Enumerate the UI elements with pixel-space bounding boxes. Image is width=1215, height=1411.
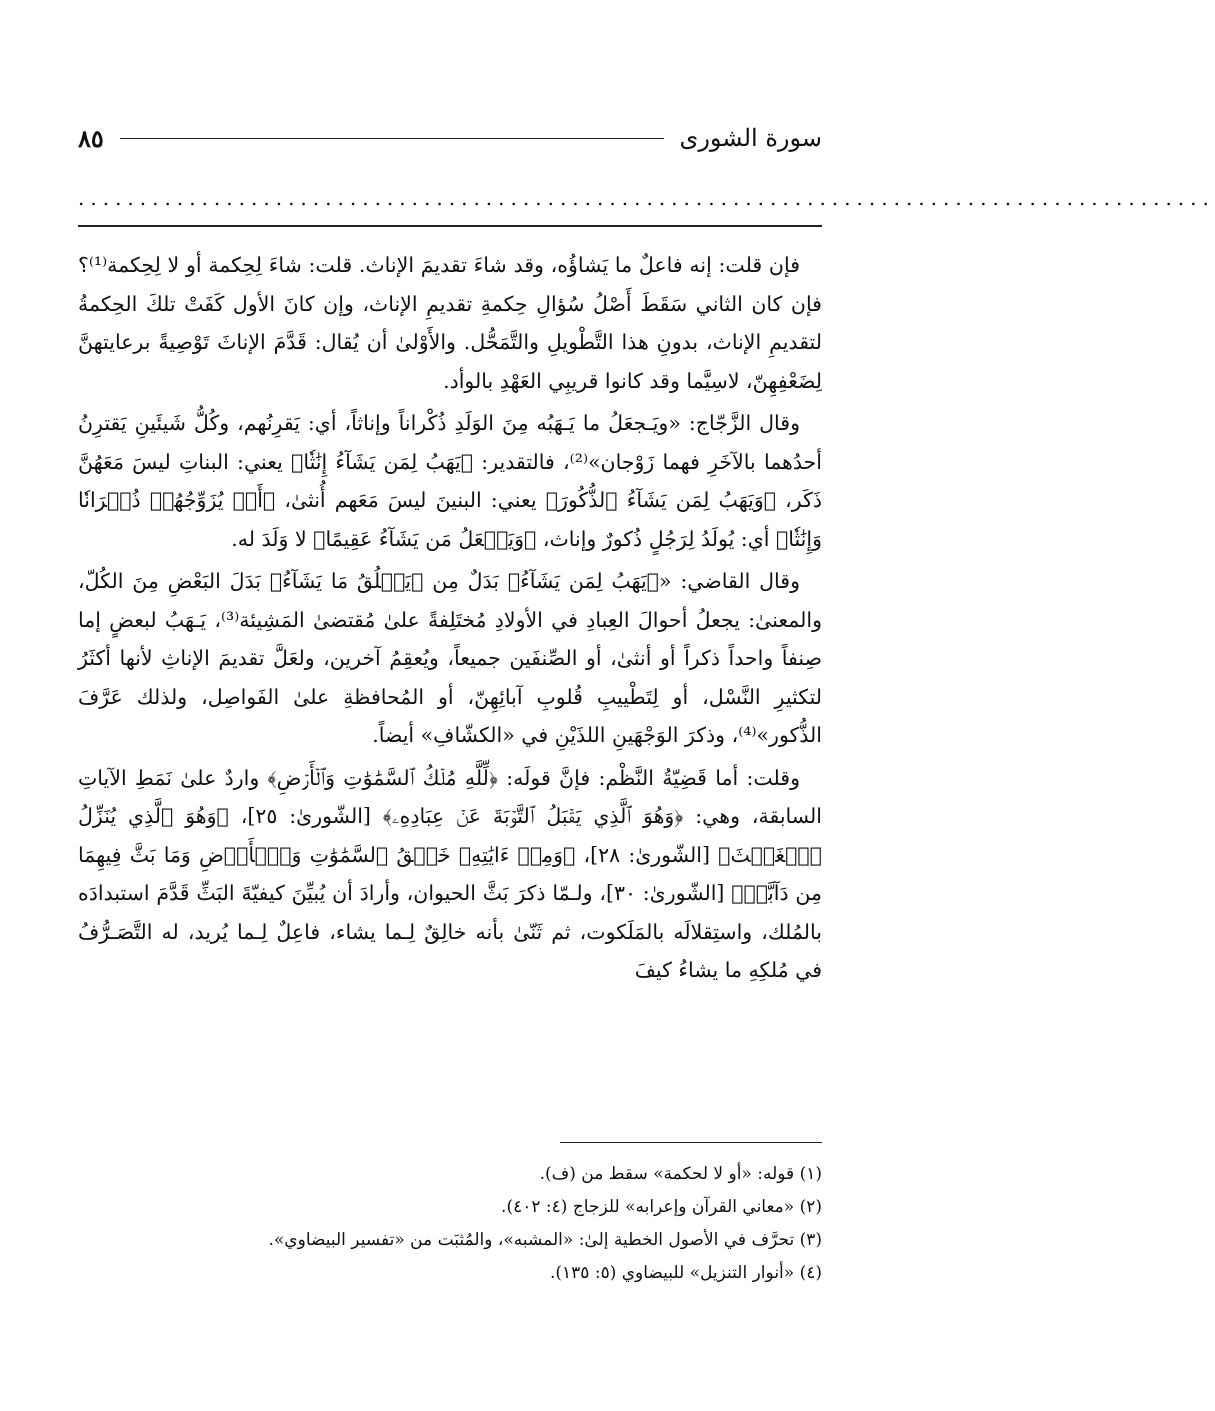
paragraph: وقال القاضي: «﴿يَهَبُ لِمَن يَشَآءُ﴾ بَدَلٌ مِن ﴿يَخۡلُقُ مَا يَشَآءُ﴾ بَدَلَ البَعْضِ مِنَ الكُلّ، والمعنىٰ: يجعلُ أحوالَ العِبادِ في الأولادِ مُختَلِفةً علىٰ مُقتضىٰ المَشِيئة⁽³⁾، يَـهَبُ لبعضٍ إما صِنفاً واحداً ذكراً أو أنثىٰ، أو الصِّنفَين جميعاً، ويُعقِمُ آخرين، ولعَلَّ تقديمَ الإناثِ لأنها أكثَرُ لتكثيرِ النَّسْل، أو لِتَطْييبِ قُلوبِ آبائِهِنّ، أو المُحافظةِ علىٰ الفَواصِل، ولذلك عَرَّفَ الذُّكور»⁽⁴⁾، وذكرَ الوَجْهَينِ اللذَيْنِ في «الكشّافِ» أيضاً. [78, 569, 822, 747]
paragraph: وقلت: أما قَضِيّةُ النَّظْم: فإنَّ قولَه: ﴿لِّلَّهِ مُلۡكُ ٱلسَّمَٰوَٰتِ وَٱلۡأَرۡضِ﴾ واردٌ علىٰ نَمَطِ الآياتِ السابقة، وهي: ﴿وَهُوَ ٱلَّذِي يَقۡبَلُ ٱلتَّوۡبَةَ عَنۡ عِبَادِهِۦ﴾ [الشّورىٰ: ٢٥]، ﴿وَهُوَ ٱلَّذِي يُنَزِّلُ ٱلۡغَيۡثَ﴾ [الشّورىٰ: ٢٨]، ﴿وَمِنۡ ءَايَٰتِهِۦ خَلۡقُ ٱلسَّمَٰوَٰتِ وَٱلۡأَرۡضِ وَمَا بَثَّ فِيهِمَا مِن دَآبَّةٖ﴾ [الشّورىٰ: ٣٠]، ولـمّا ذكرَ بَثَّ الحيوان، وأرادَ أن يُبيِّنَ كيفيّةَ البَثِّ قَدَّمَ استبدادَه بالمُلك، واستِقلالَه بالمَلَكوت، ثم ثَنّىٰ بأنه خالِقٌ لِـما يشاء، فاعِلٌ لِـما يُريد، له التَّصَـرُّفُ في مُلكِهِ ما يشاءُ كيفَ [78, 765, 823, 982]
dotted-separator: ............................................................................................ [78, 186, 1215, 210]
footnotes [78, 1158, 822, 1290]
footnote: (٢) «معاني القرآن وإعرابه» للزجاج (٤: ٤٠٢). [501, 1197, 822, 1217]
paragraph: فإن قلت: إنه فاعلٌ ما يَشاؤُه، وقد شاءَ تقديمَ الإناث. قلت: شاءَ لِحِكمة أو لا لِحِكمة⁽¹⁾؟ فإن كان الثاني سَقَطَ أَصْلُ سُؤالِ حِكمةِ تقديمِ الإناث، وإن كانَ الأول كَفَتْ تلكَ الحِكمةُ لتقديمِ الإناث، بدونِ هذا التَّطْويلِ والتَّمَحُّل. والأَوْلىٰ أن يُقال: قَدَّمَ الإناثَ تَوْصِيةً برعايتهنَّ لِضَعْفِهِنّ، لاسِيَّما وقد كانوا قريبِي العَهْدِ بالوأد. [78, 253, 822, 393]
paragraph: وقال الزَّجّاج: «ويَـجعَلُ ما يَـهَبُه مِنَ الوَلَدِ ذُكْراناً وإناثاً، أي: يَقرِنُهم، وكُلُّ شَيئَينِ يَقترِنُ أحدُهما بالآخَرِ فهما زَوْجان»⁽²⁾، فالتقدير: ﴿يَهَبُ لِمَن يَشَآءُ إِنَٰثٗا﴾ يعني: البناتِ ليسَ مَعَهُنَّ ذَكَر، ﴿وَيَهَبُ لِمَن يَشَآءُ ٱلذُّكُورَ﴾ يعني: البنينَ ليسَ مَعَهم أُنثىٰ، ﴿أَوۡ يُزَوِّجُهُمۡ ذُكۡرَانٗا وَإِنَٰثٗا﴾ أي: يُولَدُ لِرَجُلٍ ذُكورٌ وإناث، ﴿وَيَجۡعَلُ مَن يَشَآءُ عَقِيمًا﴾ لا وَلَدَ له. [78, 411, 822, 551]
footnote: (٤) «أنوار التنزيل» للبيضاوي (٥: ١٣٥). [549, 1263, 822, 1283]
footnote: (١) قوله: «أو لا لحكمة» سقط من (ف). [539, 1164, 822, 1184]
footnote-rule [560, 1142, 822, 1143]
footnote: (٣) تحرَّف في الأصول الخطية إلىٰ: «المشبه»، والمُثبَت من «تفسير البيضاوي». [268, 1230, 822, 1250]
surah-title: سورة الشورى [679, 124, 822, 152]
page-header [78, 118, 822, 158]
top-rule [78, 225, 822, 227]
main-text [78, 246, 822, 994]
page-number: ٨٥ [78, 123, 104, 153]
header-rule [120, 138, 664, 139]
